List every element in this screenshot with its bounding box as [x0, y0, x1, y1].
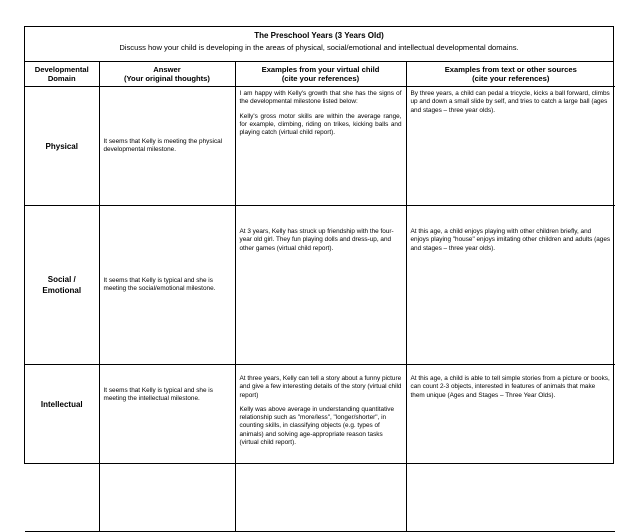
table-row	[25, 365, 615, 532]
page-title: The Preschool Years (3 Years Old)	[254, 31, 384, 40]
virtual-child-cell: At 3 years, Kelly has struck up friendship with the four-year old girl. They fun playing dolls and dress-up, and other games (virtual child report).	[235, 206, 406, 365]
virtual-child-cell: At three years, Kelly can tell a story about a funny picture and give a few interesting details of the story (virtual child report) Kelly was above average in understanding quantitative relationship such as "more/less", "longer/shorter", in counting skills, in classifying objects (e.g. types of animals) and solving age-appropriate reason tasks (virtual child report).	[235, 365, 406, 532]
worksheet-header	[25, 27, 613, 62]
table-header-row	[25, 61, 615, 87]
column-header-answer: Answer (Your original thoughts)	[99, 61, 235, 87]
column-header-text: Examples from text or other sources (cite your references)	[406, 61, 615, 87]
worksheet	[24, 26, 614, 464]
text-source-cell: By three years, a child can pedal a tricycle, kicks a ball forward, climbs up and down a small slide by self, and tries to catch a large ball (ages and stages – three year olds).	[406, 87, 615, 206]
page-subtitle: Discuss how your child is developing in the areas of physical, social/emotional and intellectual developmental domains.	[119, 43, 519, 52]
answer-cell: It seems that Kelly is typical and she is meeting the social/emotional milestone.	[99, 206, 235, 365]
answer-cell: It seems that Kelly is meeting the physical developmental milestone.	[99, 87, 235, 206]
text-source-cell: At this age, a child is able to tell simple stories from a picture or books, can count 2-3 objects, interested in features of animals that make them unique (Ages and Stages – Three Year Olds).	[406, 365, 615, 532]
answer-cell: It seems that Kelly is typical and she is meeting the intellectual milestone.	[99, 365, 235, 532]
table-row	[25, 206, 615, 365]
text-source-cell: At this age, a child enjoys playing with other children briefly, and enjoys playing "house" enjoys imitating other children and adults (ages and stages – three year olds).	[406, 206, 615, 365]
domain-cell: Intellectual	[25, 365, 99, 532]
column-header-virtual: Examples from your virtual child (cite your references)	[235, 61, 406, 87]
domain-cell: Social / Emotional	[25, 206, 99, 365]
domain-cell: Physical	[25, 87, 99, 206]
virtual-child-cell: I am happy with Kelly's growth that she has the signs of the developmental milestone listed below: Kelly's gross motor skills are within the average range, for example, climbing, riding on trikes, kicking balls and playing catch (virtual child report).	[235, 87, 406, 206]
column-header-domain: Developmental Domain	[25, 61, 99, 87]
table-row	[25, 87, 615, 206]
milestone-table	[25, 61, 615, 532]
